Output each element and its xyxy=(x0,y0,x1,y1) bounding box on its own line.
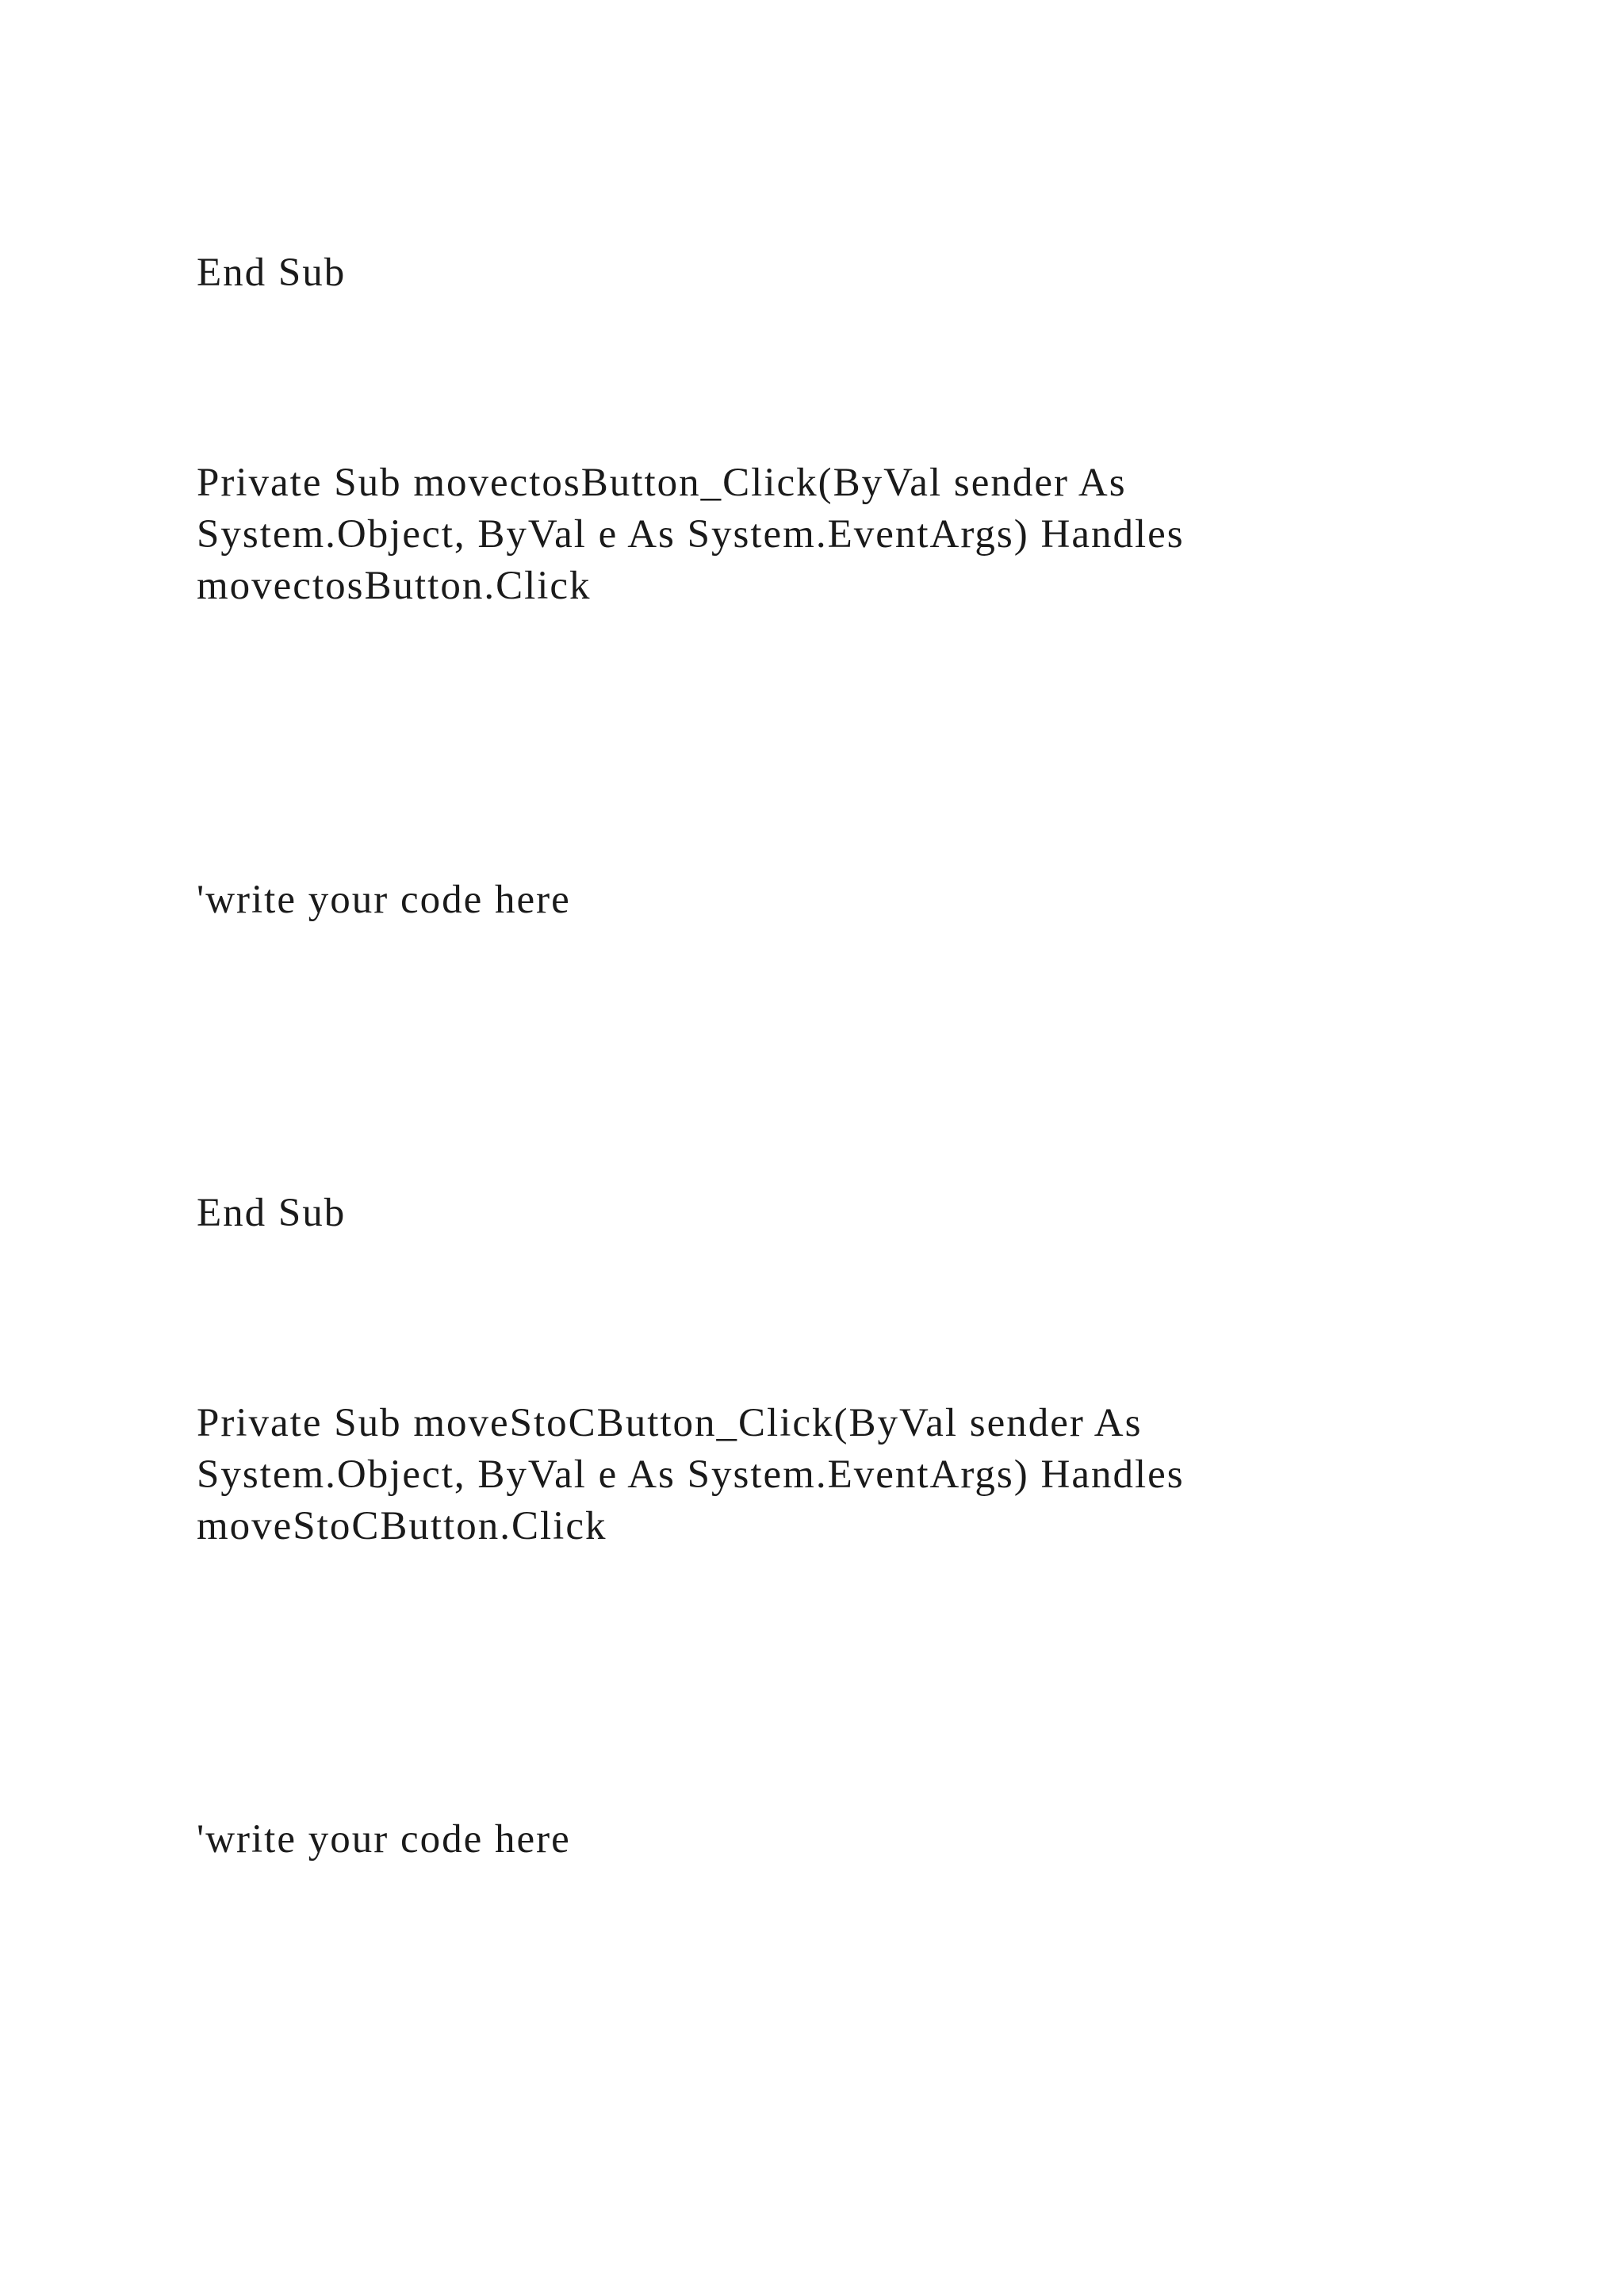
code-line: moveStoCButton.Click xyxy=(197,1504,607,1548)
end-sub-statement: End Sub xyxy=(197,1191,347,1235)
end-sub-statement: End Sub xyxy=(197,251,347,295)
code-line: Private Sub moveStoCButton_Click(ByVal sender As xyxy=(197,1401,1143,1445)
code-line: Private Sub movectosButton_Click(ByVal sender As xyxy=(197,461,1127,505)
code-comment: 'write your code here xyxy=(197,878,571,922)
code-line: movectosButton.Click xyxy=(197,564,592,608)
sub-declaration-movectos xyxy=(197,457,1185,612)
sub-declaration-movestoc xyxy=(197,1398,1185,1552)
code-line: System.Object, ByVal e As System.EventArgs) Handles xyxy=(197,512,1185,557)
code-comment: 'write your code here xyxy=(197,1817,571,1862)
code-line: System.Object, ByVal e As System.EventArgs) Handles xyxy=(197,1452,1185,1497)
